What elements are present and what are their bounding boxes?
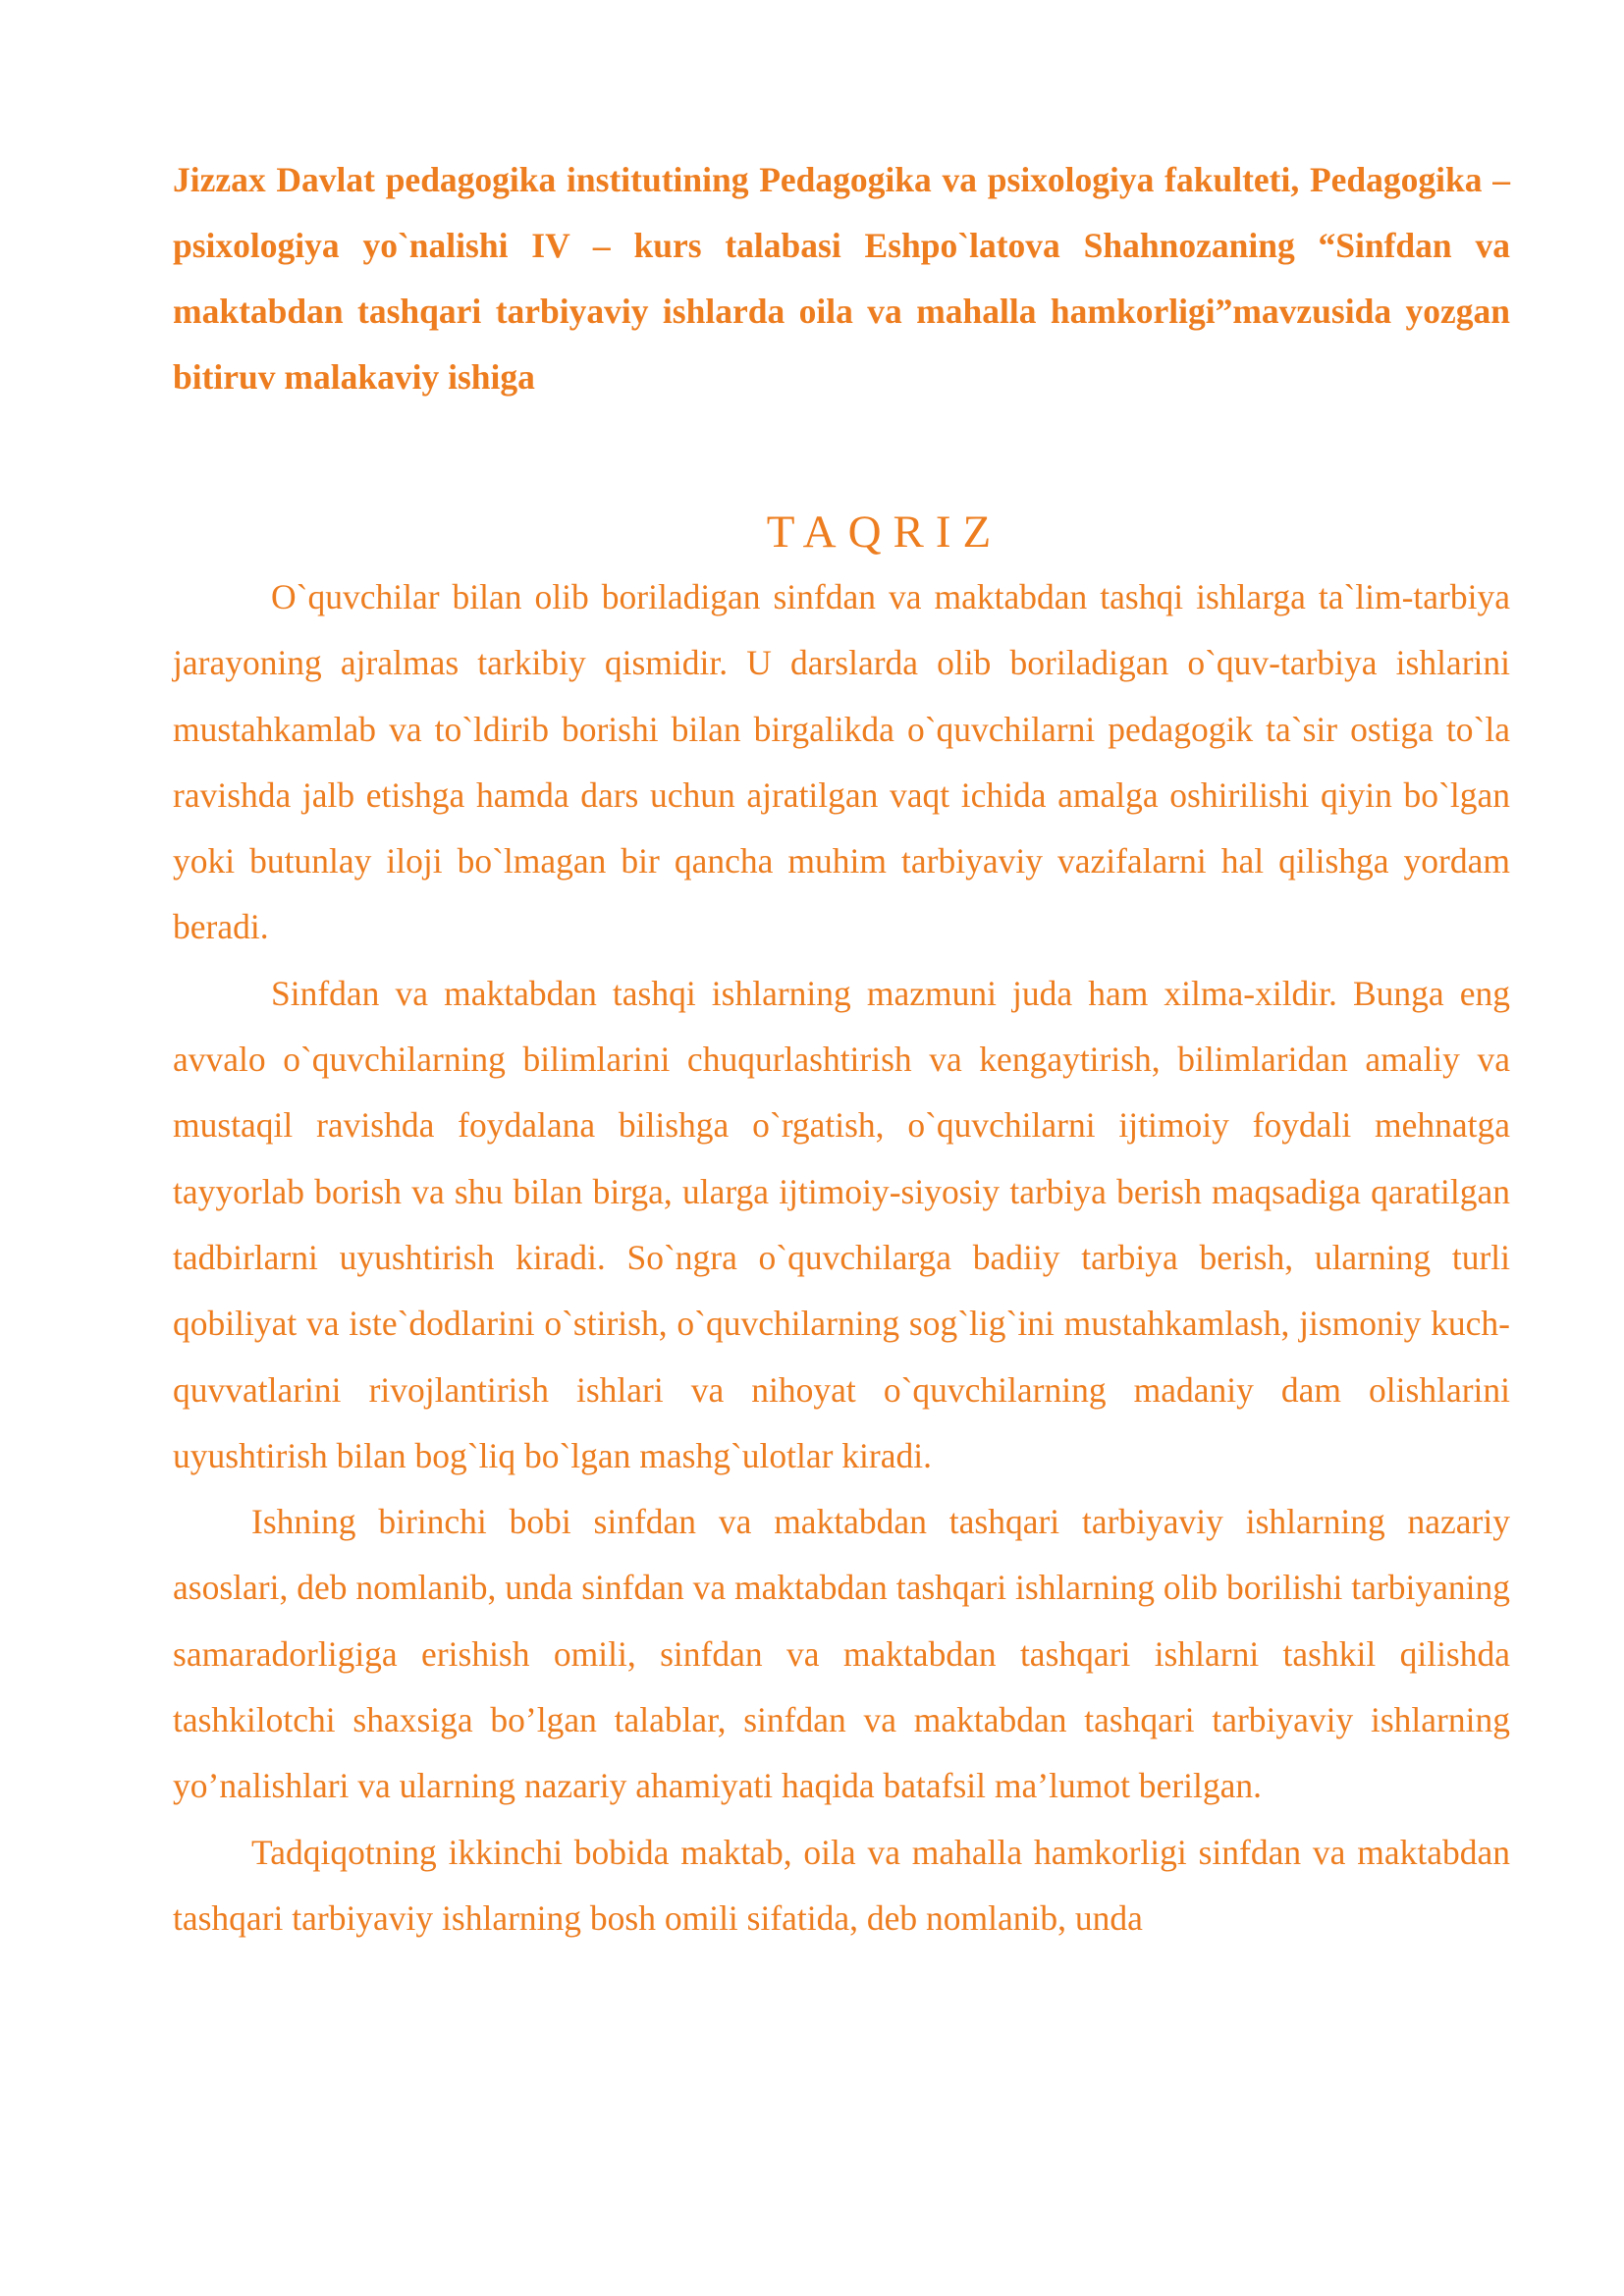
paragraph-3: Ishning birinchi bobi sinfdan va maktabdan tashqari tarbiyaviy ishlarning nazariy asoslari, deb nomlanib, unda sinfdan va maktabdan tashqari ishlarning olib borilishi tarbiyaning samaradorligiga erishish omili, sinfdan va maktabdan tashqari ishlarni tashkil qilishda tashkilotchi shaxsiga bo’lgan talablar, sinfdan va maktabdan tashqari tarbiyaviy ishlarning yo’nalishlari va ularning nazariy ahamiyati haqida batafsil ma’lumot berilgan. — [173, 1502, 1510, 1806]
paragraph-4: Tadqiqotning ikkinchi bobida maktab, oila va mahalla hamkorligi sinfdan va maktabdan tashqari tarbiyaviy ishlarning bosh omili sifatida, deb nomlanib, unda — [173, 1832, 1510, 1938]
paragraph-2: Sinfdan va maktabdan tashqi ishlarning mazmuni juda ham xilma-xildir. Bunga eng avvalo o`quvchilarning bilimlarini chuqurlashtirish va kengaytirish, bilimlaridan amaliy va mustaqil ravishda foydalana bilishga o`rgatish, o`quvchilarni ijtimoiy foydali mehnatga tayyorlab borish va shu bilan birga, ularga ijtimoiy-siyosiy tarbiya berish maqsadiga qaratilgan tadbirlarni uyushtirish kiradi. So`ngra o`quvchilarga badiiy tarbiya berish, ularning turli qobiliyat va iste`dodlarini o`stirish, o`quvchilarning sog`lig`ini mustahkamlash, jismoniy kuch-quvvatlarini rivojlantirish ishlari va nihoyat o`quvchilarning madaniy dam olishlarini uyushtirish bilan bog`liq bo`lgan mashg`ulotlar kiradi. — [173, 973, 1510, 1475]
document-heading: Jizzax Davlat pedagogika institutining Pedagogika va psixologiya fakulteti, Pedagogika – psixologiya yo`nalishi IV – kurs talabasi Eshpo`latova Shahnozaning “Sinfdan va maktabdan tashqari tarbiyaviy ishlarda oila va mahalla hamkorligi”mavzusida yozgan bitiruv malakaviy ishiga — [173, 160, 1510, 397]
document-body — [173, 147, 1510, 1951]
paragraph-1: O`quvchilar bilan olib boriladigan sinfdan va maktabdan tashqi ishlarga ta`lim-tarbiya jarayoning ajralmas tarkibiy qismidir. U darslarda olib boriladigan o`quv-tarbiya ishlarini mustahkamlab va to`ldirib borishi bilan birgalikda o`quvchilarni pedagogik ta`sir ostiga to`la ravishda jalb etishga hamda dars uchun ajratilgan vaqt ichida amalga oshirilishi qiyin bo`lgan yoki butunlay iloji bo`lmagan bir qancha muhim tarbiyaviy vazifalarni hal qilishga yordam beradi. — [173, 577, 1510, 947]
document-title: TAQRIZ — [766, 507, 1003, 558]
